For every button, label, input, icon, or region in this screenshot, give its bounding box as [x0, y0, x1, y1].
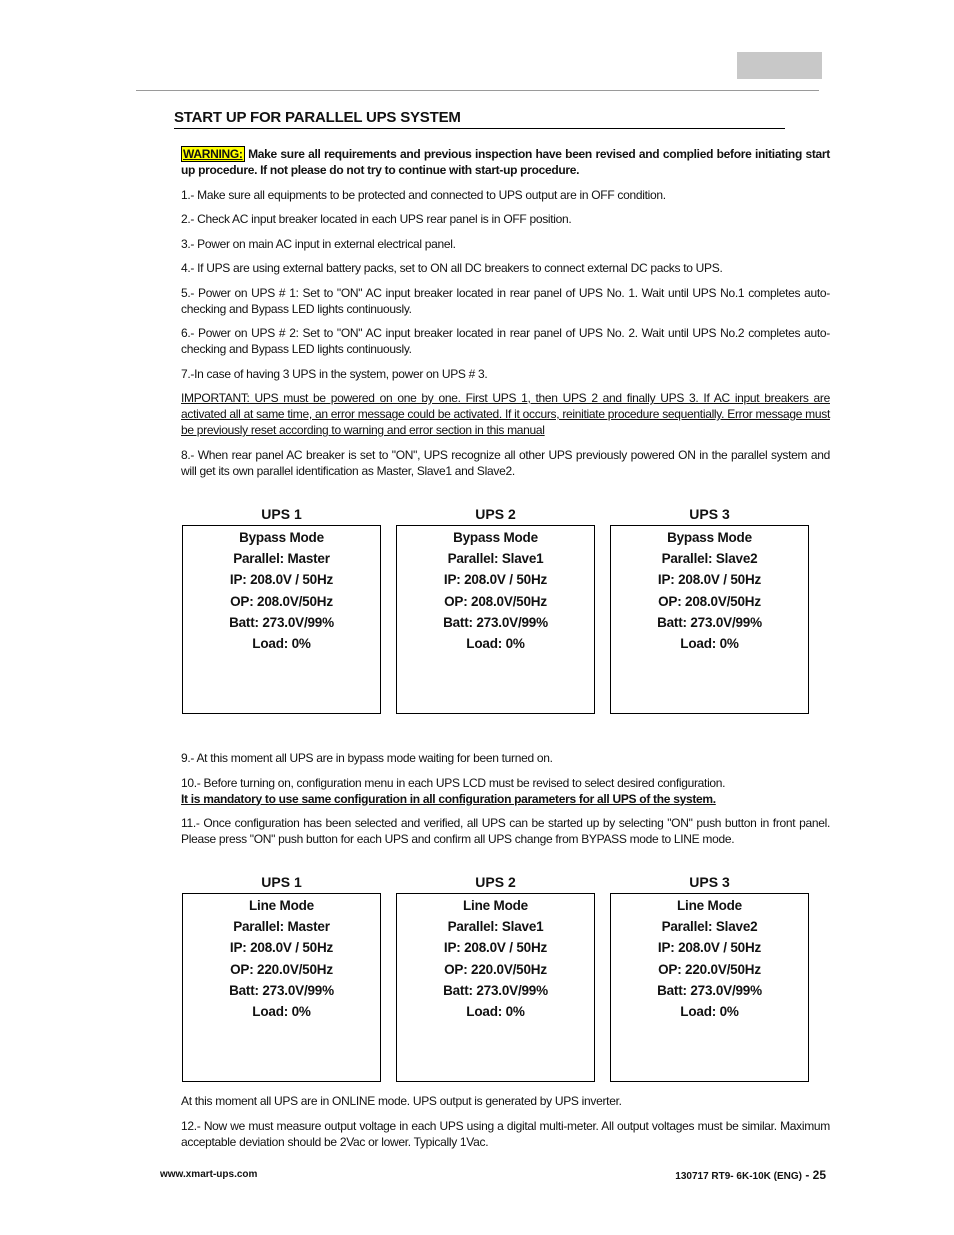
load-line: Load: 0% — [252, 636, 311, 652]
lcd-display — [610, 525, 809, 714]
warning-tag: WARNING: — [183, 147, 243, 161]
mode-line: Bypass Mode — [667, 530, 752, 545]
parallel-line: Parallel: Slave1 — [447, 919, 544, 935]
load-line: Load: 0% — [466, 636, 525, 652]
footer-website: www.xmart-ups.com — [160, 1169, 258, 1180]
panel-title: UPS 2 — [475, 506, 516, 522]
lcd-display — [396, 525, 595, 714]
step-11: 11.- Once configuration has been selected and verified, all UPS can be started up by selecting "ON" push button in front panel. Please press "ON" push button for each UPS and confirm all UPS change from BYPASS mode to LINE mode. — [181, 816, 830, 846]
input-line: IP: 208.0V / 50Hz — [229, 940, 334, 956]
line-panel-ups1 — [182, 874, 381, 1082]
step-10: 10.- Before turning on, configuration menu in each UPS LCD must be revised to select desired configuration. — [181, 775, 726, 790]
footer-doc-code: 130717 RT9- 6K-10K (ENG) — [675, 1171, 802, 1182]
mode-line: Bypass Mode — [453, 530, 538, 545]
step-5: 5.- Power on UPS # 1: Set to "ON" AC input breaker located in rear panel of UPS No. 1. Wait until UPS No.1 completes auto-checking and Bypass LED lights continuously. — [181, 285, 830, 316]
important-note: IMPORTANT: UPS must be powered on one by one. First UPS 1, then UPS 2 and finally UPS 3. If AC input breakers are activated all at same time, an error message could be activated. If it occurs, reinitiate procedure sequentially. Error message must be previously reset according to warning and error section in this manual — [181, 391, 830, 437]
load-line: Load: 0% — [466, 1004, 525, 1020]
step-1: 1.- Make sure all equipments to be protected and connected to UPS output are in OFF condition. — [181, 187, 666, 202]
warning-paragraph — [181, 146, 830, 178]
output-line: OP: 220.0V/50Hz — [230, 961, 333, 977]
output-line: OP: 208.0V/50Hz — [444, 593, 547, 609]
step-7: 7.-In case of having 3 UPS in the system, power on UPS # 3. — [181, 366, 488, 381]
step-12: 12.- Now we must measure output voltage in each UPS using a digital multi-meter. All output voltages must be similar. Maximum acceptable deviation should be 2Vac or lower. Typically 1Vac. — [181, 1118, 830, 1149]
lcd-display — [182, 525, 381, 714]
step-3: 3.- Power on main AC input in external electrical panel. — [181, 236, 456, 251]
output-line: OP: 208.0V/50Hz — [230, 593, 333, 609]
battery-line: Batt: 273.0V/99% — [657, 614, 762, 630]
content-block-top — [181, 146, 830, 487]
lcd-display — [610, 893, 809, 1082]
lcd-display — [182, 893, 381, 1082]
mode-line: Line Mode — [463, 898, 528, 913]
parallel-line: Parallel: Slave2 — [661, 919, 758, 935]
mode-line: Line Mode — [249, 898, 314, 913]
parallel-line: Parallel: Slave2 — [661, 551, 758, 567]
input-line: IP: 208.0V / 50Hz — [657, 940, 762, 956]
step-9: 9.- At this moment all UPS are in bypass mode waiting for been turned on. — [181, 751, 553, 765]
battery-line: Batt: 273.0V/99% — [443, 982, 548, 998]
line-panel-ups3 — [610, 874, 809, 1082]
battery-line: Batt: 273.0V/99% — [443, 614, 548, 630]
load-line: Load: 0% — [252, 1004, 311, 1020]
step-6: 6.- Power on UPS # 2: Set to "ON" AC input breaker located in rear panel of UPS No. 2. Wait until UPS No.2 completes auto-checking and Bypass LED lights continuously. — [181, 326, 830, 356]
output-line: OP: 208.0V/50Hz — [658, 593, 761, 609]
load-line: Load: 0% — [680, 1004, 739, 1020]
content-block-middle — [181, 750, 830, 856]
bypass-panel-ups2 — [396, 506, 595, 714]
bypass-mode-panels — [181, 506, 809, 736]
page-number: - 25 — [801, 1168, 826, 1182]
input-line: IP: 208.0V / 50Hz — [229, 572, 334, 588]
header-gray-tab — [737, 52, 822, 79]
header-rule — [136, 90, 819, 91]
footer-doc-info — [675, 1168, 826, 1182]
battery-line: Batt: 273.0V/99% — [229, 614, 334, 630]
load-line: Load: 0% — [680, 636, 739, 652]
parallel-line: Parallel: Slave1 — [447, 551, 544, 567]
bypass-panel-ups1 — [182, 506, 381, 714]
input-line: IP: 208.0V / 50Hz — [443, 940, 548, 956]
output-line: OP: 220.0V/50Hz — [658, 961, 761, 977]
panel-title: UPS 3 — [689, 506, 730, 522]
lcd-display — [396, 893, 595, 1082]
parallel-line: Parallel: Master — [233, 919, 330, 935]
step-4: 4.- If UPS are using external battery packs, set to ON all DC breakers to connect external DC packs to UPS. — [181, 261, 723, 275]
step-2: 2.- Check AC input breaker located in each UPS rear panel is in OFF position. — [181, 212, 572, 226]
panel-title: UPS 2 — [475, 874, 516, 890]
mode-line: Line Mode — [677, 898, 742, 913]
line-mode-panels — [181, 874, 809, 1104]
input-line: IP: 208.0V / 50Hz — [443, 572, 548, 588]
input-line: IP: 208.0V / 50Hz — [657, 572, 762, 588]
line-panel-ups2 — [396, 874, 595, 1082]
mode-line: Bypass Mode — [239, 530, 324, 545]
step-8: 8.- When rear panel AC breaker is set to "ON", UPS recognize all other UPS previously powered ON in the parallel system and will get its own parallel identification as Master, Slave1 and Slave2. — [181, 447, 830, 478]
panel-title: UPS 1 — [261, 506, 302, 522]
parallel-line: Parallel: Master — [233, 551, 330, 567]
warning-text: Make sure all requirements and previous inspection have been revised and complied before initiating start up procedure. If not please do not try to continue with start-up procedure. — [181, 147, 830, 177]
section-title: START UP FOR PARALLEL UPS SYSTEM — [174, 109, 785, 129]
online-note: At this moment all UPS are in ONLINE mode. UPS output is generated by UPS inverter. — [181, 1094, 622, 1108]
content-block-bottom — [181, 1093, 830, 1158]
battery-line: Batt: 273.0V/99% — [229, 982, 334, 998]
battery-line: Batt: 273.0V/99% — [657, 982, 762, 998]
panel-title: UPS 1 — [261, 874, 302, 890]
output-line: OP: 220.0V/50Hz — [444, 961, 547, 977]
mandatory-note: It is mandatory to use same configuration in all configuration parameters for all UPS of the system. — [181, 791, 716, 806]
panel-title: UPS 3 — [689, 874, 730, 890]
bypass-panel-ups3 — [610, 506, 809, 714]
